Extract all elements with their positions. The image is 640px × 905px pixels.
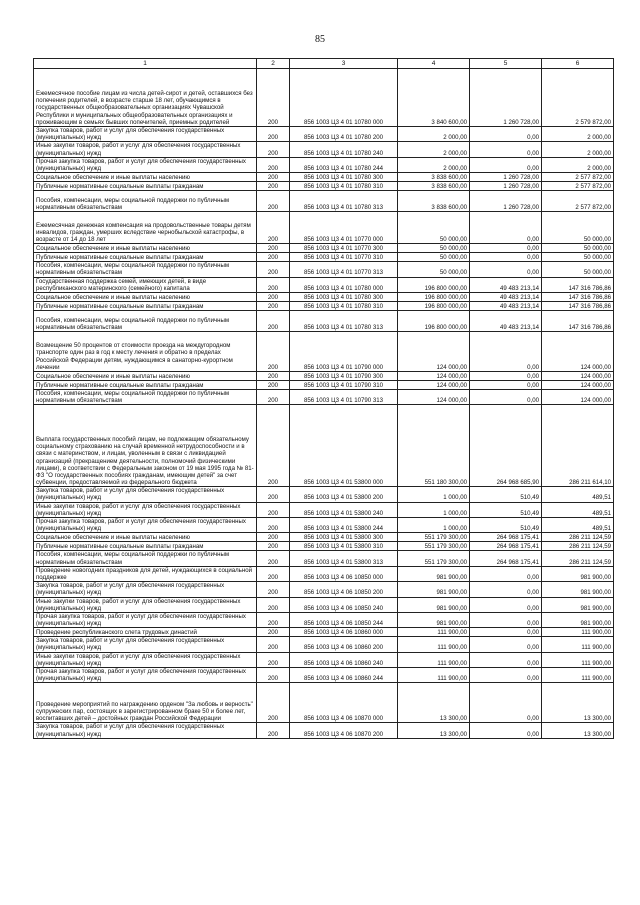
row-executed-amount-cell: 510,49 — [470, 518, 542, 533]
row-code-cell: 200 — [257, 542, 290, 551]
row-code-cell: 200 — [257, 212, 290, 244]
row-remaining-amount-cell: 13 300,00 — [542, 723, 614, 738]
table-row — [34, 502, 614, 517]
row-approved-amount-cell: 2 000,00 — [398, 157, 470, 172]
row-name-cell: Пособия, компенсации, меры социальной поддержки по публичным нормативным обязательствам — [34, 551, 257, 566]
row-executed-amount-cell: 0,00 — [470, 628, 542, 637]
row-approved-amount-cell: 50 000,00 — [398, 244, 470, 253]
row-code-cell: 200 — [257, 380, 290, 389]
row-executed-amount-cell: 0,00 — [470, 371, 542, 380]
row-executed-amount-cell: 1 260 728,00 — [470, 191, 542, 212]
row-remaining-amount-cell: 2 577 872,00 — [542, 191, 614, 212]
row-remaining-amount-cell: 124 000,00 — [542, 389, 614, 404]
row-kbk-cell: 856 1003 Ц3 4 01 10780 200 — [290, 127, 398, 142]
row-code-cell: 200 — [257, 551, 290, 566]
row-executed-amount-cell: 0,00 — [470, 244, 542, 253]
row-executed-amount-cell: 0,00 — [470, 157, 542, 172]
row-remaining-amount-cell: 50 000,00 — [542, 262, 614, 277]
table-body — [34, 69, 614, 739]
row-approved-amount-cell: 111 900,00 — [398, 668, 470, 683]
row-remaining-amount-cell: 489,51 — [542, 502, 614, 517]
row-name-cell: Государственная поддержка семей, имеющих детей, в виде республиканского материнского (семейного) капитала — [34, 277, 257, 292]
table-row — [34, 127, 614, 142]
table-row — [34, 518, 614, 533]
row-executed-amount-cell: 0,00 — [470, 262, 542, 277]
row-name-cell: Социальное обеспечение и иные выплаты населению — [34, 533, 257, 542]
row-executed-amount-cell: 0,00 — [470, 331, 542, 371]
row-executed-amount-cell: 0,00 — [470, 612, 542, 627]
header-cell: 1 — [34, 59, 257, 69]
row-kbk-cell: 856 1003 Ц3 4 06 10860 000 — [290, 628, 398, 637]
row-name-cell: Ежемесячное пособие лицам из числа детей-сирот и детей, оставшихся без попечения родителей, в возрасте старше 18 лет, обучающимся в государственных общеобразовательных организациях Чувашской Республики и муниципальных общеобразовательных организациях и проживающим в семьях бывших попечителей, приемных родителей — [34, 69, 257, 127]
row-code-cell: 200 — [257, 292, 290, 301]
row-executed-amount-cell: 0,00 — [470, 582, 542, 597]
table-row — [34, 157, 614, 172]
row-code-cell: 200 — [257, 371, 290, 380]
row-code-cell: 200 — [257, 683, 290, 723]
row-name-cell: Ежемесячная денежная компенсация на продовольственные товары детям инвалидов, граждан, умерших вследствие чернобыльской катастрофы, в возрасте от 14 до 18 лет — [34, 212, 257, 244]
table-row — [34, 389, 614, 404]
row-code-cell: 200 — [257, 182, 290, 191]
row-remaining-amount-cell: 489,51 — [542, 518, 614, 533]
row-executed-amount-cell: 0,00 — [470, 723, 542, 738]
row-approved-amount-cell: 981 900,00 — [398, 582, 470, 597]
row-name-cell: Проведение мероприятий по награждению орденом "За любовь и верность" супружеских пар, состоящих в зарегистрированном браке 50 и более лет, воспитавших детей – достойных граждан Российской Федерации — [34, 683, 257, 723]
row-remaining-amount-cell: 286 211 124,59 — [542, 533, 614, 542]
row-remaining-amount-cell: 2 000,00 — [542, 142, 614, 157]
row-code-cell: 200 — [257, 69, 290, 127]
row-code-cell: 200 — [257, 533, 290, 542]
header-cell: 4 — [398, 59, 470, 69]
row-executed-amount-cell: 264 968 175,41 — [470, 533, 542, 542]
row-name-cell: Социальное обеспечение и иные выплаты населению — [34, 244, 257, 253]
row-remaining-amount-cell: 50 000,00 — [542, 244, 614, 253]
header-cell: 6 — [542, 59, 614, 69]
row-kbk-cell: 856 1003 Ц3 4 01 53800 240 — [290, 502, 398, 517]
table-row — [34, 612, 614, 627]
table-row — [34, 668, 614, 683]
row-kbk-cell: 856 1003 Ц3 4 01 10780 000 — [290, 69, 398, 127]
row-approved-amount-cell: 50 000,00 — [398, 262, 470, 277]
table-row — [34, 566, 614, 581]
table-row — [34, 487, 614, 502]
row-kbk-cell: 856 1003 Ц3 4 01 10780 240 — [290, 142, 398, 157]
table-row — [34, 652, 614, 667]
row-kbk-cell: 856 1003 Ц3 4 01 10770 300 — [290, 244, 398, 253]
table-row — [34, 582, 614, 597]
row-remaining-amount-cell: 981 900,00 — [542, 582, 614, 597]
row-code-cell: 200 — [257, 127, 290, 142]
row-remaining-amount-cell: 50 000,00 — [542, 212, 614, 244]
row-kbk-cell: 856 1003 Ц3 4 06 10850 244 — [290, 612, 398, 627]
row-remaining-amount-cell: 2 577 872,00 — [542, 182, 614, 191]
row-executed-amount-cell: 0,00 — [470, 597, 542, 612]
row-code-cell: 200 — [257, 277, 290, 292]
row-kbk-cell: 856 1003 Ц3 4 01 10770 000 — [290, 212, 398, 244]
row-name-cell: Возмещение 50 процентов от стоимости проезда на междугородном транспорте один раз в год к месту лечения и обратно в пределах Российской Федерации детям, нуждающимся в санаторно-курортном лечении — [34, 331, 257, 371]
header-cell: 5 — [470, 59, 542, 69]
row-code-cell: 200 — [257, 262, 290, 277]
row-executed-amount-cell: 510,49 — [470, 487, 542, 502]
row-approved-amount-cell: 551 179 300,00 — [398, 533, 470, 542]
row-kbk-cell: 856 1003 Ц3 4 01 53800 244 — [290, 518, 398, 533]
row-approved-amount-cell: 196 800 000,00 — [398, 301, 470, 310]
row-remaining-amount-cell: 2 577 872,00 — [542, 173, 614, 182]
table-row — [34, 533, 614, 542]
row-code-cell: 200 — [257, 253, 290, 262]
row-approved-amount-cell: 124 000,00 — [398, 380, 470, 389]
row-remaining-amount-cell: 981 900,00 — [542, 597, 614, 612]
row-kbk-cell: 856 1003 Ц3 4 06 10850 200 — [290, 582, 398, 597]
row-executed-amount-cell: 264 968 175,41 — [470, 551, 542, 566]
row-approved-amount-cell: 3 838 600,00 — [398, 173, 470, 182]
table-row — [34, 371, 614, 380]
table-row — [34, 628, 614, 637]
row-executed-amount-cell: 1 260 728,00 — [470, 69, 542, 127]
row-remaining-amount-cell: 286 211 614,10 — [542, 405, 614, 487]
row-kbk-cell: 856 1003 Ц3 4 06 10870 200 — [290, 723, 398, 738]
table-row — [34, 69, 614, 127]
row-name-cell: Пособия, компенсации, меры социальной поддержки по публичным нормативным обязательствам — [34, 191, 257, 212]
row-executed-amount-cell: 49 483 213,14 — [470, 292, 542, 301]
row-name-cell: Социальное обеспечение и иные выплаты населению — [34, 173, 257, 182]
row-remaining-amount-cell: 13 300,00 — [542, 683, 614, 723]
row-approved-amount-cell: 3 838 600,00 — [398, 191, 470, 212]
table-row — [34, 551, 614, 566]
row-code-cell: 200 — [257, 191, 290, 212]
row-remaining-amount-cell: 2 000,00 — [542, 157, 614, 172]
row-executed-amount-cell: 0,00 — [470, 380, 542, 389]
row-remaining-amount-cell: 124 000,00 — [542, 380, 614, 389]
row-name-cell: Закупка товаров, работ и услуг для обеспечения государственных (муниципальных) нужд — [34, 582, 257, 597]
row-approved-amount-cell: 13 300,00 — [398, 723, 470, 738]
row-kbk-cell: 856 1003 Ц3 4 01 10780 310 — [290, 301, 398, 310]
table-row — [34, 723, 614, 738]
table-row — [34, 380, 614, 389]
row-kbk-cell: 856 1003 Ц3 4 01 10770 313 — [290, 262, 398, 277]
row-code-cell: 200 — [257, 331, 290, 371]
row-name-cell: Проведение республиканского слета трудовых династий — [34, 628, 257, 637]
table-row — [34, 142, 614, 157]
row-kbk-cell: 856 1003 Ц3 4 01 10780 310 — [290, 182, 398, 191]
row-executed-amount-cell: 0,00 — [470, 253, 542, 262]
row-approved-amount-cell: 124 000,00 — [398, 389, 470, 404]
row-executed-amount-cell: 264 968 175,41 — [470, 542, 542, 551]
row-name-cell: Закупка товаров, работ и услуг для обеспечения государственных (муниципальных) нужд — [34, 487, 257, 502]
row-kbk-cell: 856 1003 Ц3 4 01 10780 300 — [290, 292, 398, 301]
row-kbk-cell: 856 1003 Ц3 4 01 10780 000 — [290, 277, 398, 292]
row-remaining-amount-cell: 124 000,00 — [542, 331, 614, 371]
row-executed-amount-cell: 0,00 — [470, 212, 542, 244]
row-code-cell: 200 — [257, 142, 290, 157]
table-row — [34, 244, 614, 253]
row-approved-amount-cell: 981 900,00 — [398, 612, 470, 627]
budget-table — [33, 58, 614, 739]
row-kbk-cell: 856 1003 Ц3 4 06 10850 000 — [290, 566, 398, 581]
row-approved-amount-cell: 551 179 300,00 — [398, 551, 470, 566]
row-approved-amount-cell: 3 838 600,00 — [398, 182, 470, 191]
row-name-cell: Публичные нормативные социальные выплаты гражданам — [34, 542, 257, 551]
row-remaining-amount-cell: 111 900,00 — [542, 637, 614, 652]
row-executed-amount-cell: 510,49 — [470, 502, 542, 517]
row-kbk-cell: 856 1003 Ц3 4 06 10860 200 — [290, 637, 398, 652]
row-remaining-amount-cell: 111 900,00 — [542, 628, 614, 637]
row-code-cell: 200 — [257, 310, 290, 331]
row-name-cell: Проведение новогодних праздников для детей, нуждающихся в социальной поддержке — [34, 566, 257, 581]
row-approved-amount-cell: 13 300,00 — [398, 683, 470, 723]
row-approved-amount-cell: 111 900,00 — [398, 652, 470, 667]
row-code-cell: 200 — [257, 487, 290, 502]
table-row — [34, 173, 614, 182]
row-remaining-amount-cell: 981 900,00 — [542, 612, 614, 627]
row-executed-amount-cell: 0,00 — [470, 683, 542, 723]
table-row — [34, 191, 614, 212]
row-executed-amount-cell: 0,00 — [470, 637, 542, 652]
row-approved-amount-cell: 196 800 000,00 — [398, 292, 470, 301]
row-remaining-amount-cell: 489,51 — [542, 487, 614, 502]
header-cell: 2 — [257, 59, 290, 69]
row-remaining-amount-cell: 981 900,00 — [542, 566, 614, 581]
row-kbk-cell: 856 1003 Ц3 4 01 10780 300 — [290, 173, 398, 182]
row-remaining-amount-cell: 147 316 786,86 — [542, 277, 614, 292]
row-code-cell: 200 — [257, 157, 290, 172]
row-approved-amount-cell: 1 000,00 — [398, 502, 470, 517]
row-remaining-amount-cell: 124 000,00 — [542, 371, 614, 380]
row-name-cell: Социальное обеспечение и иные выплаты населению — [34, 371, 257, 380]
row-name-cell: Пособия, компенсации, меры социальной поддержки по публичным нормативным обязательствам — [34, 310, 257, 331]
row-name-cell: Публичные нормативные социальные выплаты гражданам — [34, 182, 257, 191]
table-row — [34, 597, 614, 612]
row-kbk-cell: 856 1003 Ц3 4 01 53800 310 — [290, 542, 398, 551]
row-name-cell: Закупка товаров, работ и услуг для обеспечения государственных (муниципальных) нужд — [34, 723, 257, 738]
row-executed-amount-cell: 0,00 — [470, 652, 542, 667]
row-name-cell: Иные закупки товаров, работ и услуг для обеспечения государственных (муниципальных) нужд — [34, 502, 257, 517]
row-code-cell: 200 — [257, 723, 290, 738]
row-approved-amount-cell: 111 900,00 — [398, 637, 470, 652]
row-name-cell: Пособия, компенсации, меры социальной поддержки по публичным нормативным обязательствам — [34, 262, 257, 277]
row-approved-amount-cell: 981 900,00 — [398, 597, 470, 612]
row-name-cell: Прочая закупка товаров, работ и услуг для обеспечения государственных (муниципальных) нужд — [34, 157, 257, 172]
row-code-cell: 200 — [257, 637, 290, 652]
row-name-cell: Прочая закупка товаров, работ и услуг для обеспечения государственных (муниципальных) нужд — [34, 612, 257, 627]
row-name-cell: Закупка товаров, работ и услуг для обеспечения государственных (муниципальных) нужд — [34, 127, 257, 142]
row-remaining-amount-cell: 147 316 786,86 — [542, 310, 614, 331]
header-cell: 3 — [290, 59, 398, 69]
table-row — [34, 542, 614, 551]
row-kbk-cell: 856 1003 Ц3 4 06 10870 000 — [290, 683, 398, 723]
row-kbk-cell: 856 1003 Ц3 4 01 10790 313 — [290, 389, 398, 404]
row-executed-amount-cell: 1 260 728,00 — [470, 173, 542, 182]
row-code-cell: 200 — [257, 628, 290, 637]
row-code-cell: 200 — [257, 301, 290, 310]
budget-table-container — [33, 58, 613, 739]
row-kbk-cell: 856 1003 Ц3 4 01 10780 244 — [290, 157, 398, 172]
row-remaining-amount-cell: 111 900,00 — [542, 668, 614, 683]
row-name-cell: Публичные нормативные социальные выплаты гражданам — [34, 380, 257, 389]
row-kbk-cell: 856 1003 Ц3 4 06 10860 240 — [290, 652, 398, 667]
row-code-cell: 200 — [257, 612, 290, 627]
row-approved-amount-cell: 3 840 600,00 — [398, 69, 470, 127]
row-name-cell: Публичные нормативные социальные выплаты гражданам — [34, 253, 257, 262]
row-remaining-amount-cell: 147 316 786,86 — [542, 301, 614, 310]
row-approved-amount-cell: 1 000,00 — [398, 487, 470, 502]
row-approved-amount-cell: 2 000,00 — [398, 127, 470, 142]
row-approved-amount-cell: 111 900,00 — [398, 628, 470, 637]
row-executed-amount-cell: 0,00 — [470, 142, 542, 157]
row-kbk-cell: 856 1003 Ц3 4 01 10770 310 — [290, 253, 398, 262]
page-number: 85 — [315, 34, 325, 45]
row-code-cell: 200 — [257, 405, 290, 487]
row-name-cell: Публичные нормативные социальные выплаты гражданам — [34, 301, 257, 310]
row-kbk-cell: 856 1003 Ц3 4 01 53800 000 — [290, 405, 398, 487]
table-row — [34, 637, 614, 652]
row-executed-amount-cell: 49 483 213,14 — [470, 310, 542, 331]
row-remaining-amount-cell: 286 211 124,59 — [542, 542, 614, 551]
table-row — [34, 301, 614, 310]
row-code-cell: 200 — [257, 668, 290, 683]
table-row — [34, 683, 614, 723]
row-executed-amount-cell: 264 968 685,90 — [470, 405, 542, 487]
row-code-cell: 200 — [257, 518, 290, 533]
row-approved-amount-cell: 1 000,00 — [398, 518, 470, 533]
row-executed-amount-cell: 0,00 — [470, 668, 542, 683]
row-code-cell: 200 — [257, 502, 290, 517]
row-remaining-amount-cell: 147 316 786,86 — [542, 292, 614, 301]
table-row — [34, 262, 614, 277]
table-row — [34, 277, 614, 292]
header-row — [34, 59, 614, 69]
row-approved-amount-cell: 981 900,00 — [398, 566, 470, 581]
row-name-cell: Иные закупки товаров, работ и услуг для обеспечения государственных (муниципальных) нужд — [34, 652, 257, 667]
row-executed-amount-cell: 1 260 728,00 — [470, 182, 542, 191]
table-row — [34, 253, 614, 262]
row-executed-amount-cell: 0,00 — [470, 566, 542, 581]
row-kbk-cell: 856 1003 Ц3 4 01 10790 310 — [290, 380, 398, 389]
row-approved-amount-cell: 124 000,00 — [398, 331, 470, 371]
row-name-cell: Пособия, компенсации, меры социальной поддержки по публичным нормативным обязательствам — [34, 389, 257, 404]
table-row — [34, 212, 614, 244]
row-kbk-cell: 856 1003 Ц3 4 06 10860 244 — [290, 668, 398, 683]
row-approved-amount-cell: 551 179 300,00 — [398, 542, 470, 551]
row-code-cell: 200 — [257, 244, 290, 253]
row-kbk-cell: 856 1003 Ц3 4 01 53800 313 — [290, 551, 398, 566]
row-code-cell: 200 — [257, 389, 290, 404]
row-approved-amount-cell: 196 800 000,00 — [398, 310, 470, 331]
row-name-cell: Иные закупки товаров, работ и услуг для обеспечения государственных (муниципальных) нужд — [34, 597, 257, 612]
row-remaining-amount-cell: 50 000,00 — [542, 253, 614, 262]
table-row — [34, 331, 614, 371]
row-code-cell: 200 — [257, 597, 290, 612]
row-name-cell: Выплата государственных пособий лицам, не подлежащим обязательному социальному страхованию на случай временной нетрудоспособности и в связи с материнством, и лицам, уволенным в связи с ликвидацией организаций (прекращением деятельности, полномочий физическими лицами), в соответствии с Федеральным законом от 19 мая 1995 года № 81-ФЗ "О государственных пособиях гражданам, имеющим детей" за счет субвенции, предоставляемой из федерального бюджета — [34, 405, 257, 487]
row-approved-amount-cell: 50 000,00 — [398, 253, 470, 262]
row-kbk-cell: 856 1003 Ц3 4 06 10850 240 — [290, 597, 398, 612]
table-row — [34, 292, 614, 301]
row-approved-amount-cell: 50 000,00 — [398, 212, 470, 244]
row-kbk-cell: 856 1003 Ц3 4 01 10780 313 — [290, 191, 398, 212]
row-approved-amount-cell: 124 000,00 — [398, 371, 470, 380]
row-kbk-cell: 856 1003 Ц3 4 01 10790 000 — [290, 331, 398, 371]
row-kbk-cell: 856 1003 Ц3 4 01 10790 300 — [290, 371, 398, 380]
row-name-cell: Социальное обеспечение и иные выплаты населению — [34, 292, 257, 301]
row-name-cell: Закупка товаров, работ и услуг для обеспечения государственных (муниципальных) нужд — [34, 637, 257, 652]
row-remaining-amount-cell: 2 579 872,00 — [542, 69, 614, 127]
row-approved-amount-cell: 2 000,00 — [398, 142, 470, 157]
row-executed-amount-cell: 0,00 — [470, 127, 542, 142]
row-remaining-amount-cell: 2 000,00 — [542, 127, 614, 142]
row-code-cell: 200 — [257, 652, 290, 667]
row-executed-amount-cell: 0,00 — [470, 389, 542, 404]
row-remaining-amount-cell: 286 211 124,59 — [542, 551, 614, 566]
row-executed-amount-cell: 49 483 213,14 — [470, 277, 542, 292]
table-row — [34, 310, 614, 331]
row-kbk-cell: 856 1003 Ц3 4 01 53800 300 — [290, 533, 398, 542]
row-name-cell: Иные закупки товаров, работ и услуг для обеспечения государственных (муниципальных) нужд — [34, 142, 257, 157]
row-kbk-cell: 856 1003 Ц3 4 01 10780 313 — [290, 310, 398, 331]
row-remaining-amount-cell: 111 900,00 — [542, 652, 614, 667]
row-approved-amount-cell: 551 180 300,00 — [398, 405, 470, 487]
row-code-cell: 200 — [257, 173, 290, 182]
table-row — [34, 405, 614, 487]
row-code-cell: 200 — [257, 582, 290, 597]
row-code-cell: 200 — [257, 566, 290, 581]
row-kbk-cell: 856 1003 Ц3 4 01 53800 200 — [290, 487, 398, 502]
table-row — [34, 182, 614, 191]
row-name-cell: Прочая закупка товаров, работ и услуг для обеспечения государственных (муниципальных) нужд — [34, 668, 257, 683]
row-approved-amount-cell: 196 800 000,00 — [398, 277, 470, 292]
row-name-cell: Прочая закупка товаров, работ и услуг для обеспечения государственных (муниципальных) нужд — [34, 518, 257, 533]
row-executed-amount-cell: 49 483 213,14 — [470, 301, 542, 310]
